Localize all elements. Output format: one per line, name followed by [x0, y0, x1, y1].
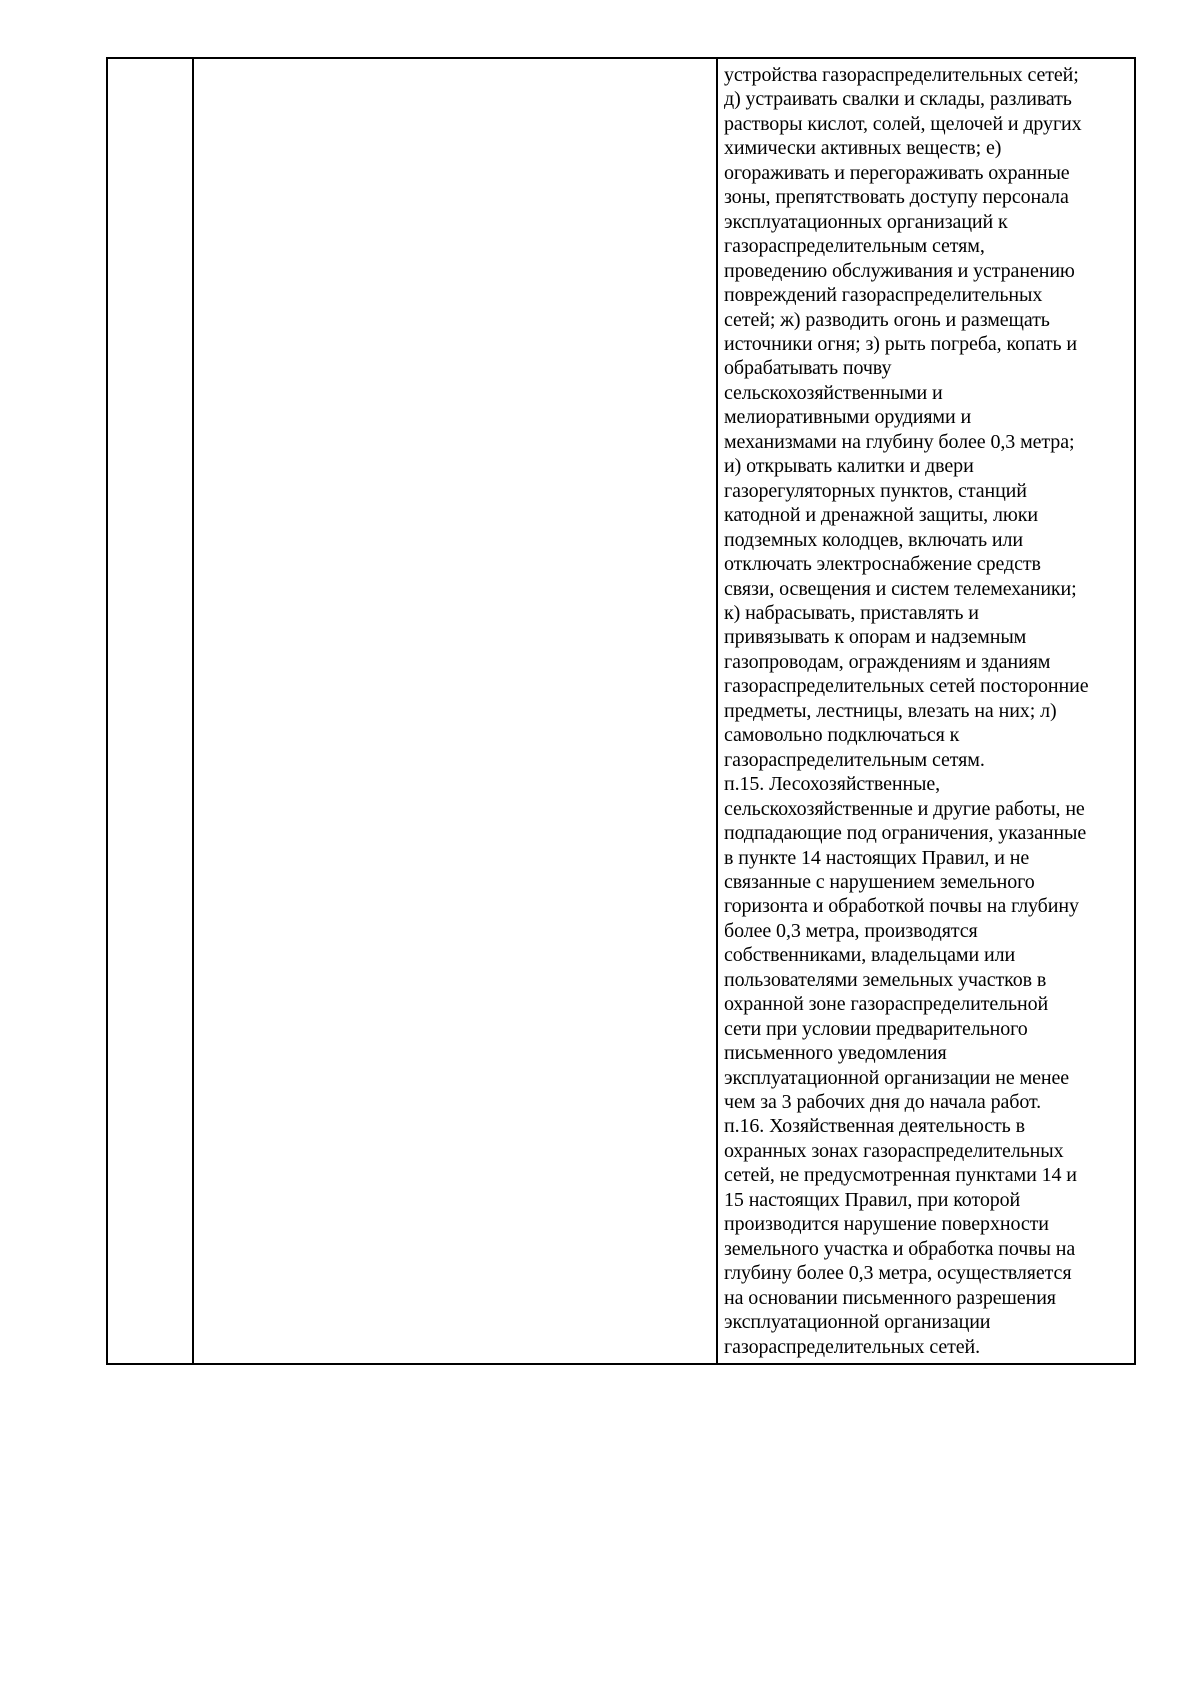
- text-line: сетей, не предусмотренная пунктами 14 и: [724, 1164, 1077, 1187]
- text-line: обрабатывать почву: [724, 357, 892, 380]
- text-line: 15 настоящих Правил, при которой: [724, 1188, 1021, 1211]
- text-line: пользователями земельных участков в: [724, 968, 1047, 991]
- text-line: повреждений газораспределительных: [724, 284, 1043, 307]
- text-line: земельного участка и обработка почвы на: [724, 1237, 1076, 1260]
- text-line: устройства газораспределительных сетей;: [724, 64, 1079, 86]
- text-line: горизонта и обработкой почвы на глубину: [724, 895, 1079, 918]
- text-line: более 0,3 метра, производятся: [724, 919, 978, 942]
- text-line: самовольно подключаться к: [724, 724, 960, 747]
- text-line: газораспределительным сетям.: [724, 748, 985, 771]
- text-line: зоны, препятствовать доступу персонала: [724, 186, 1069, 209]
- text-line: газораспределительных сетей посторонние: [724, 675, 1089, 698]
- document-table: [106, 57, 1136, 1365]
- text-line: собственниками, владельцами или: [724, 944, 1016, 967]
- text-line: отключать электроснабжение средств: [724, 553, 1041, 576]
- table-cell-number: [107, 58, 193, 1364]
- text-line: катодной и дренажной защиты, люки: [724, 504, 1038, 527]
- text-line: сельскохозяйственные и другие работы, не: [724, 797, 1085, 820]
- text-line: сетей; ж) разводить огонь и размещать: [724, 308, 1050, 331]
- text-line: на основании письменного разрешения: [724, 1286, 1056, 1309]
- cell-name-text: [194, 59, 716, 67]
- text-line: д) устраивать свалки и склады, разливать: [724, 88, 1072, 111]
- text-line: сельскохозяйственными и: [724, 381, 943, 404]
- text-line: газопроводам, ограждениям и зданиям: [724, 650, 1051, 673]
- text-line: и) открывать калитки и двери: [724, 455, 974, 478]
- text-line: предметы, лестницы, влезать на них; л): [724, 699, 1057, 722]
- text-line: сети при условии предварительного: [724, 1017, 1028, 1040]
- text-line: эксплуатационной организации: [724, 1311, 991, 1334]
- text-line: связанные с нарушением земельного: [724, 870, 1035, 893]
- text-line: производится нарушение поверхности: [724, 1213, 1049, 1236]
- text-line: газорегуляторных пунктов, станций: [724, 479, 1027, 502]
- cell-number-text: [108, 59, 192, 67]
- text-line: огораживать и перегораживать охранные: [724, 161, 1070, 184]
- restrictions-text: [718, 59, 1134, 1363]
- text-line: эксплуатационных организаций к: [724, 210, 1008, 233]
- text-line: источники огня; з) рыть погреба, копать и: [724, 332, 1078, 355]
- table-cell-name: [193, 58, 717, 1364]
- text-line: подземных колодцев, включать или: [724, 528, 1023, 551]
- text-line: в пункте 14 настоящих Правил, и не: [724, 846, 1030, 869]
- text-line: чем за 3 рабочих дня до начала работ.: [724, 1091, 1041, 1114]
- text-line: механизмами на глубину более 0,3 метра;: [724, 430, 1075, 453]
- table-cell-restrictions: [717, 58, 1135, 1364]
- text-line: глубину более 0,3 метра, осуществляется: [724, 1262, 1072, 1285]
- text-line: подпадающие под ограничения, указанные: [724, 822, 1087, 845]
- text-line: письменного уведомления: [724, 1042, 947, 1065]
- text-line: газораспределительным сетям,: [724, 235, 985, 258]
- text-line: газораспределительных сетей.: [724, 1335, 981, 1358]
- text-line: охранных зонах газораспределительных: [724, 1139, 1064, 1162]
- text-line: привязывать к опорам и надземным: [724, 626, 1027, 649]
- text-line: п.15. Лесохозяйственные,: [724, 773, 941, 796]
- text-line: связи, освещения и систем телемеханики;: [724, 577, 1077, 600]
- text-line: эксплуатационной организации не менее: [724, 1066, 1070, 1089]
- text-line: охранной зоне газораспределительной: [724, 993, 1049, 1016]
- text-line: п.16. Хозяйственная деятельность в: [724, 1115, 1025, 1138]
- text-line: растворы кислот, солей, щелочей и других: [724, 112, 1082, 135]
- table-row: [107, 58, 1135, 1364]
- text-line: проведению обслуживания и устранению: [724, 259, 1075, 282]
- text-line: к) набрасывать, приставлять и: [724, 601, 979, 624]
- text-line: мелиоративными орудиями и: [724, 406, 972, 429]
- text-line: химически активных веществ; е): [724, 137, 1002, 160]
